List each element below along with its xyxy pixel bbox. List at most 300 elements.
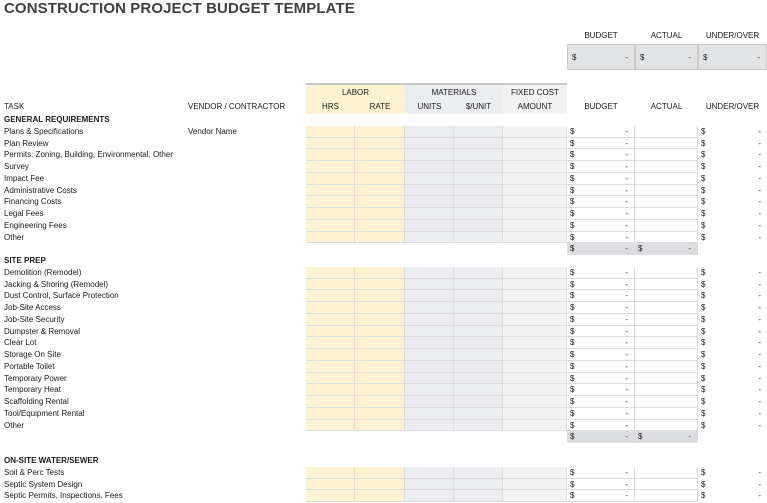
actual-cell[interactable] [635, 138, 698, 150]
rate-cell[interactable] [355, 396, 405, 408]
table-row [0, 149, 767, 161]
per-unit-cell[interactable] [454, 161, 503, 173]
units-cell[interactable] [405, 349, 454, 361]
under-over-cell [698, 173, 767, 185]
summary-budget-cell[interactable] [567, 44, 635, 70]
amount-cell[interactable] [503, 349, 567, 361]
per-unit-cell[interactable] [454, 279, 503, 291]
hrs-cell[interactable] [306, 138, 355, 150]
per-unit-cell[interactable] [454, 302, 503, 314]
amount-cell[interactable] [503, 467, 567, 479]
units-cell[interactable] [405, 173, 454, 185]
budget-cell-value: - [625, 220, 628, 230]
units-cell[interactable] [405, 149, 454, 161]
rate-cell[interactable] [355, 279, 405, 291]
per-unit-cell[interactable] [454, 126, 503, 138]
rate-cell[interactable] [355, 490, 405, 502]
rate-cell[interactable] [355, 314, 405, 326]
amount-cell[interactable] [503, 420, 567, 432]
amount-cell[interactable] [503, 361, 567, 373]
budget-cell[interactable] [567, 220, 635, 232]
table-row [0, 138, 767, 150]
under-over-cell [698, 232, 767, 244]
rate-cell[interactable] [355, 373, 405, 385]
hrs-cell[interactable] [306, 349, 355, 361]
units-cell[interactable] [405, 138, 454, 150]
actual-cell[interactable] [635, 161, 698, 173]
budget-cell[interactable] [567, 196, 635, 208]
units-cell[interactable] [405, 185, 454, 197]
rate-cell[interactable] [355, 161, 405, 173]
hrs-cell[interactable] [306, 479, 355, 491]
rate-cell[interactable] [355, 208, 405, 220]
per-unit-cell[interactable] [454, 149, 503, 161]
currency-symbol: $ [570, 138, 575, 148]
budget-cell[interactable] [567, 149, 635, 161]
actual-cell[interactable] [635, 396, 698, 408]
hrs-cell[interactable] [306, 302, 355, 314]
currency-symbol: $ [570, 232, 575, 242]
budget-cell[interactable] [567, 467, 635, 479]
actual-cell[interactable] [635, 173, 698, 185]
per-unit-cell[interactable] [454, 490, 503, 502]
hrs-cell[interactable] [306, 279, 355, 291]
amount-cell[interactable] [503, 408, 567, 420]
currency-symbol: $ [701, 491, 706, 501]
subtotal-actual-cell-value: - [688, 432, 691, 442]
task-name: Storage On Site [4, 350, 61, 359]
currency-symbol: $ [701, 467, 706, 477]
under-over-value: - [758, 326, 761, 336]
units-cell[interactable] [405, 279, 454, 291]
currency-symbol: $ [701, 220, 706, 230]
rate-cell[interactable] [355, 196, 405, 208]
hrs-cell[interactable] [306, 220, 355, 232]
budget-cell[interactable] [567, 302, 635, 314]
hrs-cell[interactable] [306, 373, 355, 385]
rate-cell[interactable] [355, 361, 405, 373]
col-header-actual: ACTUAL [650, 102, 683, 111]
currency-symbol: $ [570, 361, 575, 371]
budget-cell[interactable] [567, 161, 635, 173]
budget-cell-value: - [625, 338, 628, 348]
hrs-cell[interactable] [306, 396, 355, 408]
table-row [0, 208, 767, 220]
budget-cell[interactable] [567, 420, 635, 432]
summary-actual-value: - [688, 53, 691, 62]
summary-actual-header: ACTUAL [650, 31, 683, 40]
amount-cell[interactable] [503, 138, 567, 150]
summary-budget-value: - [625, 53, 628, 62]
section-title: SITE PREP [4, 256, 46, 265]
table-row [0, 220, 767, 232]
actual-cell[interactable] [635, 420, 698, 432]
actual-cell[interactable] [635, 490, 698, 502]
budget-cell[interactable] [567, 126, 635, 138]
actual-cell[interactable] [635, 290, 698, 302]
under-over-value: - [758, 185, 761, 195]
actual-cell[interactable] [635, 408, 698, 420]
units-cell[interactable] [405, 161, 454, 173]
under-over-cell [698, 185, 767, 197]
actual-cell[interactable] [635, 279, 698, 291]
hrs-cell[interactable] [306, 314, 355, 326]
under-over-value: - [758, 267, 761, 277]
budget-cell-value: - [625, 185, 628, 195]
task-name: Jacking & Shoring (Remodel) [4, 279, 109, 289]
rate-cell[interactable] [355, 349, 405, 361]
amount-cell[interactable] [503, 337, 567, 349]
currency-symbol: $ [570, 173, 575, 183]
table-row [0, 408, 767, 420]
task-name: Dust Control, Surface Protection [4, 291, 119, 301]
under-over-value: - [758, 338, 761, 348]
amount-cell[interactable] [503, 279, 567, 291]
budget-cell[interactable] [567, 396, 635, 408]
actual-cell[interactable] [635, 196, 698, 208]
currency-symbol: $ [701, 479, 706, 489]
hrs-cell[interactable] [306, 326, 355, 338]
currency-symbol: $ [701, 173, 706, 183]
units-cell[interactable] [405, 314, 454, 326]
per-unit-cell[interactable] [454, 479, 503, 491]
amount-cell[interactable] [503, 196, 567, 208]
amount-cell[interactable] [503, 290, 567, 302]
amount-cell[interactable] [503, 185, 567, 197]
currency-symbol: $ [701, 138, 706, 148]
currency-symbol: $ [570, 150, 575, 160]
per-unit-cell[interactable] [454, 361, 503, 373]
task-name: Legal Fees [4, 209, 44, 218]
per-unit-cell[interactable] [454, 373, 503, 385]
subtotal-actual-cell[interactable] [635, 243, 698, 255]
budget-cell[interactable] [567, 138, 635, 150]
per-unit-cell[interactable] [454, 185, 503, 197]
under-over-cell [698, 467, 767, 479]
per-unit-cell[interactable] [454, 467, 503, 479]
subtotal-actual-cell-value: - [688, 244, 691, 254]
table-row [0, 337, 767, 349]
rate-cell[interactable] [355, 337, 405, 349]
under-over-cell [698, 279, 767, 291]
units-cell[interactable] [405, 302, 454, 314]
table-row [0, 279, 767, 291]
task-name: Engineering Fees [4, 220, 67, 230]
under-over-value: - [758, 314, 761, 324]
under-over-value: - [758, 479, 761, 489]
subtotal-actual-cell[interactable] [635, 431, 698, 443]
hrs-cell[interactable] [306, 173, 355, 185]
vendor-name[interactable]: Vendor Name [188, 126, 237, 136]
actual-cell[interactable] [635, 149, 698, 161]
budget-cell-value: - [625, 279, 628, 289]
task-name: Plans & Specifications [4, 126, 84, 136]
units-cell[interactable] [405, 361, 454, 373]
amount-cell[interactable] [503, 161, 567, 173]
subtotal-budget-cell[interactable] [567, 243, 635, 255]
currency-symbol: $ [701, 185, 706, 195]
per-unit-cell[interactable] [454, 220, 503, 232]
units-cell[interactable] [405, 384, 454, 396]
budget-cell-value: - [625, 326, 628, 336]
subtotal-budget-cell-value: - [625, 244, 628, 254]
amount-cell[interactable] [503, 232, 567, 244]
budget-cell[interactable] [567, 185, 635, 197]
under-over-cell [698, 149, 767, 161]
rate-cell[interactable] [355, 408, 405, 420]
per-unit-cell[interactable] [454, 384, 503, 396]
rate-cell[interactable] [355, 173, 405, 185]
col-header-vendor: VENDOR / CONTRACTOR [188, 102, 286, 111]
units-cell[interactable] [405, 208, 454, 220]
rate-cell[interactable] [355, 185, 405, 197]
budget-cell-value: - [625, 314, 628, 324]
page-title: CONSTRUCTION PROJECT BUDGET TEMPLATE [4, 0, 355, 17]
currency-symbol: $ [701, 373, 706, 383]
budget-cell-value: - [625, 138, 628, 148]
per-unit-cell[interactable] [454, 420, 503, 432]
actual-cell[interactable] [635, 349, 698, 361]
summary-actual-cell[interactable] [635, 44, 698, 70]
under-over-cell [698, 126, 767, 138]
hrs-cell[interactable] [306, 126, 355, 138]
materials-group-label: MATERIALS [431, 88, 477, 97]
rate-cell[interactable] [355, 232, 405, 244]
rate-cell[interactable] [355, 420, 405, 432]
amount-cell[interactable] [503, 326, 567, 338]
budget-cell[interactable] [567, 326, 635, 338]
units-cell[interactable] [405, 490, 454, 502]
hrs-cell[interactable] [306, 267, 355, 279]
currency-symbol: $ [701, 350, 706, 359]
budget-cell[interactable] [567, 337, 635, 349]
hrs-cell[interactable] [306, 149, 355, 161]
budget-cell[interactable] [567, 267, 635, 279]
currency-symbol: $ [570, 303, 575, 312]
task-name: Septic System Design [4, 479, 83, 489]
under-over-cell [698, 337, 767, 349]
actual-cell[interactable] [635, 232, 698, 244]
amount-cell[interactable] [503, 396, 567, 408]
budget-cell[interactable] [567, 232, 635, 244]
amount-cell[interactable] [503, 314, 567, 326]
budget-cell-value: - [625, 420, 628, 430]
task-name: Soil & Perc Tests [4, 467, 65, 477]
summary-under-over-cell[interactable] [698, 44, 767, 70]
amount-cell[interactable] [503, 373, 567, 385]
per-unit-cell[interactable] [454, 337, 503, 349]
amount-cell[interactable] [503, 267, 567, 279]
rate-cell[interactable] [355, 220, 405, 232]
actual-cell[interactable] [635, 467, 698, 479]
hrs-cell[interactable] [306, 185, 355, 197]
table-row [0, 267, 767, 279]
rate-cell[interactable] [355, 126, 405, 138]
rate-cell[interactable] [355, 302, 405, 314]
under-over-cell [698, 384, 767, 396]
units-cell[interactable] [405, 467, 454, 479]
task-name: Scaffolding Rental [4, 397, 69, 406]
currency-symbol: $ [570, 314, 575, 324]
currency-symbol: $ [570, 385, 575, 395]
hrs-cell[interactable] [306, 232, 355, 244]
task-name: Other [4, 420, 25, 430]
units-cell[interactable] [405, 373, 454, 385]
amount-cell[interactable] [503, 302, 567, 314]
budget-cell-value: - [625, 209, 628, 218]
hrs-cell[interactable] [306, 196, 355, 208]
amount-cell[interactable] [503, 126, 567, 138]
hrs-cell[interactable] [306, 290, 355, 302]
amount-cell[interactable] [503, 384, 567, 396]
per-unit-cell[interactable] [454, 173, 503, 185]
currency-symbol: $ [570, 279, 575, 289]
amount-cell[interactable] [503, 479, 567, 491]
rate-cell[interactable] [355, 384, 405, 396]
amount-cell[interactable] [503, 490, 567, 502]
hrs-cell[interactable] [306, 384, 355, 396]
hrs-cell[interactable] [306, 420, 355, 432]
per-unit-cell[interactable] [454, 314, 503, 326]
budget-cell[interactable] [567, 173, 635, 185]
per-unit-cell[interactable] [454, 267, 503, 279]
budget-cell[interactable] [567, 373, 635, 385]
rate-cell[interactable] [355, 479, 405, 491]
actual-cell[interactable] [635, 326, 698, 338]
actual-cell[interactable] [635, 361, 698, 373]
per-unit-cell[interactable] [454, 408, 503, 420]
table-row [0, 185, 767, 197]
hrs-cell[interactable] [306, 467, 355, 479]
budget-cell-value: - [625, 467, 628, 477]
budget-cell[interactable] [567, 279, 635, 291]
currency-symbol: $ [570, 350, 575, 359]
budget-cell[interactable] [567, 384, 635, 396]
actual-cell[interactable] [635, 373, 698, 385]
actual-cell[interactable] [635, 384, 698, 396]
budget-cell[interactable] [567, 479, 635, 491]
rate-cell[interactable] [355, 467, 405, 479]
per-unit-cell[interactable] [454, 208, 503, 220]
currency-symbol: $ [701, 397, 706, 406]
amount-cell[interactable] [503, 149, 567, 161]
units-cell[interactable] [405, 408, 454, 420]
under-over-cell [698, 396, 767, 408]
under-over-value: - [758, 173, 761, 183]
actual-cell[interactable] [635, 220, 698, 232]
actual-cell[interactable] [635, 337, 698, 349]
actual-cell[interactable] [635, 185, 698, 197]
budget-cell-value: - [625, 126, 628, 136]
table-row [0, 467, 767, 479]
units-cell[interactable] [405, 420, 454, 432]
currency-symbol: $ [638, 244, 643, 254]
units-cell[interactable] [405, 290, 454, 302]
units-cell[interactable] [405, 196, 454, 208]
rate-cell[interactable] [355, 138, 405, 150]
table-row [0, 126, 767, 138]
currency-symbol: $ [701, 150, 706, 160]
rate-cell[interactable] [355, 326, 405, 338]
actual-cell[interactable] [635, 267, 698, 279]
actual-cell[interactable] [635, 479, 698, 491]
hrs-cell[interactable] [306, 161, 355, 173]
hrs-cell[interactable] [306, 337, 355, 349]
under-over-value: - [758, 397, 761, 406]
task-name: Other [4, 232, 25, 242]
budget-cell-value: - [625, 397, 628, 406]
budget-cell[interactable] [567, 314, 635, 326]
under-over-value: - [758, 126, 761, 136]
hrs-cell[interactable] [306, 208, 355, 220]
units-cell[interactable] [405, 267, 454, 279]
under-over-value: - [758, 232, 761, 242]
actual-cell[interactable] [635, 126, 698, 138]
budget-cell[interactable] [567, 349, 635, 361]
rate-cell[interactable] [355, 290, 405, 302]
subtotal-budget-cell[interactable] [567, 431, 635, 443]
units-cell[interactable] [405, 220, 454, 232]
units-cell[interactable] [405, 232, 454, 244]
col-header-hrs: HRS [306, 99, 355, 114]
per-unit-cell[interactable] [454, 290, 503, 302]
per-unit-cell[interactable] [454, 138, 503, 150]
amount-cell[interactable] [503, 173, 567, 185]
per-unit-cell[interactable] [454, 196, 503, 208]
rate-cell[interactable] [355, 267, 405, 279]
units-cell[interactable] [405, 396, 454, 408]
budget-cell[interactable] [567, 361, 635, 373]
actual-cell[interactable] [635, 208, 698, 220]
under-over-value: - [758, 197, 761, 207]
table-row [0, 290, 767, 302]
per-unit-cell[interactable] [454, 232, 503, 244]
budget-cell[interactable] [567, 290, 635, 302]
budget-cell[interactable] [567, 490, 635, 502]
budget-cell[interactable] [567, 408, 635, 420]
currency-symbol: $ [701, 420, 706, 430]
task-name: Temporary Heat [4, 385, 61, 395]
per-unit-cell[interactable] [454, 349, 503, 361]
actual-cell[interactable] [635, 302, 698, 314]
budget-cell[interactable] [567, 208, 635, 220]
per-unit-cell[interactable] [454, 326, 503, 338]
units-cell[interactable] [405, 126, 454, 138]
units-cell[interactable] [405, 479, 454, 491]
hrs-cell[interactable] [306, 408, 355, 420]
currency-symbol: $ [570, 491, 575, 501]
per-unit-cell[interactable] [454, 396, 503, 408]
task-name: Survey [4, 162, 29, 171]
fixed-cost-group-label: FIXED COST [510, 88, 559, 97]
units-cell[interactable] [405, 337, 454, 349]
units-cell[interactable] [405, 326, 454, 338]
amount-cell[interactable] [503, 208, 567, 220]
rate-cell[interactable] [355, 149, 405, 161]
currency-symbol: $ [701, 291, 706, 301]
summary-budget-header: BUDGET [584, 31, 618, 40]
under-over-cell [698, 420, 767, 432]
hrs-cell[interactable] [306, 490, 355, 502]
table-row [0, 396, 767, 408]
currency-symbol: $ [701, 232, 706, 242]
under-over-cell [698, 196, 767, 208]
under-over-value: - [758, 420, 761, 430]
under-over-cell [698, 326, 767, 338]
actual-cell[interactable] [635, 314, 698, 326]
amount-cell[interactable] [503, 220, 567, 232]
hrs-cell[interactable] [306, 361, 355, 373]
